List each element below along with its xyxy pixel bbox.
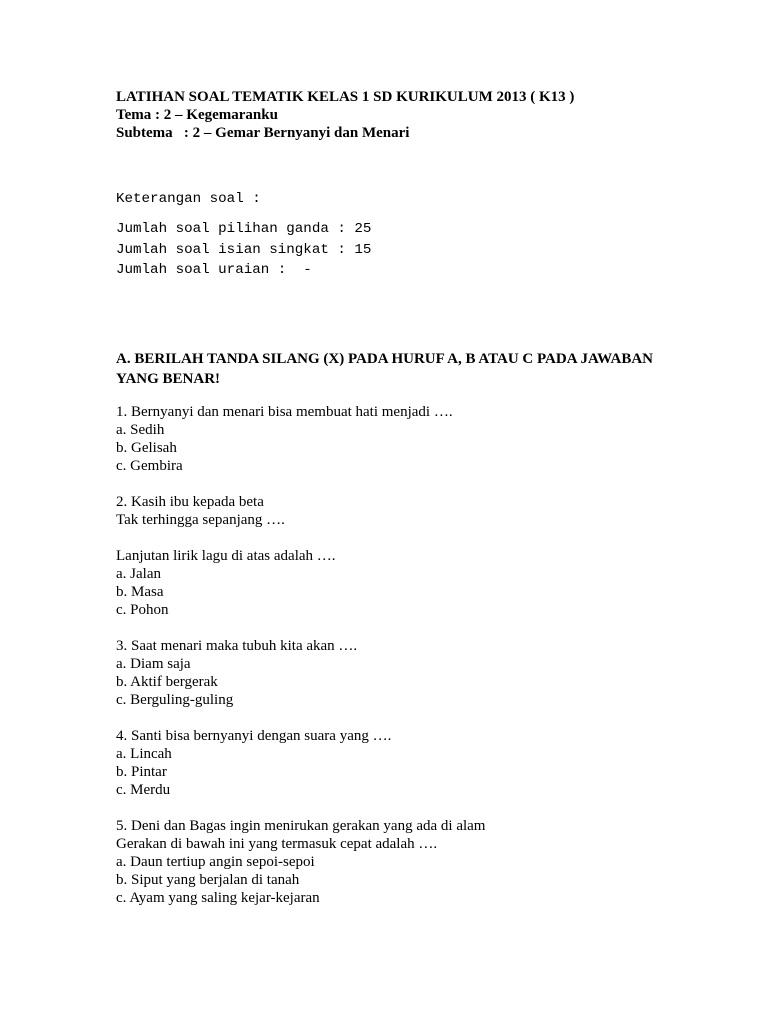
question-1 — [116, 403, 485, 475]
answer-option: a. Daun tertiup angin sepoi-sepoi — [116, 854, 315, 870]
section-a-title: A. BERILAH TANDA SILANG (X) PADA HURUF A, B ATAU C PADA JAWABAN YANG BENAR! — [116, 351, 653, 387]
answer-option: c. Pohon — [116, 602, 169, 618]
question-list — [116, 403, 485, 907]
question-prompt: Lanjutan lirik lagu di atas adalah …. — [116, 548, 336, 564]
question-text: 3. Saat menari maka tubuh kita akan …. — [116, 638, 358, 654]
keterangan-item: Jumlah soal pilihan ganda : 25 — [116, 221, 372, 237]
answer-option: c. Berguling-guling — [116, 692, 234, 708]
question-text: 4. Santi bisa bernyanyi dengan suara yang …. — [116, 728, 392, 744]
theme-line: Tema : 2 – Kegemaranku — [116, 107, 278, 123]
answer-option: a. Sedih — [116, 422, 165, 438]
answer-option: c. Merdu — [116, 782, 171, 798]
document-title: LATIHAN SOAL TEMATIK KELAS 1 SD KURIKULUM 2013 ( K13 ) — [116, 89, 575, 105]
document-header — [116, 88, 574, 142]
answer-option: b. Aktif bergerak — [116, 674, 218, 690]
question-text: Gerakan di bawah ini yang termasuk cepat adalah …. — [116, 836, 438, 852]
answer-option: c. Ayam yang saling kejar-kejaran — [116, 890, 320, 906]
answer-option: a. Lincah — [116, 746, 172, 762]
question-3 — [116, 637, 485, 709]
question-text: 2. Kasih ibu kepada beta — [116, 494, 264, 510]
answer-option: a. Jalan — [116, 566, 161, 582]
question-2 — [116, 493, 485, 619]
answer-option: b. Pintar — [116, 764, 167, 780]
answer-option: b. Gelisah — [116, 440, 177, 456]
answer-option: c. Gembira — [116, 458, 183, 474]
answer-option: b. Siput yang berjalan di tanah — [116, 872, 300, 888]
question-4 — [116, 727, 485, 799]
subtheme-line: Subtema : 2 – Gemar Bernyanyi dan Menari — [116, 125, 410, 141]
question-5 — [116, 817, 485, 907]
question-text: Tak terhingga sepanjang …. — [116, 512, 285, 528]
keterangan-item: Jumlah soal isian singkat : 15 — [116, 241, 372, 258]
keterangan-title: Keterangan soal : — [116, 191, 261, 207]
keterangan-list — [116, 219, 371, 281]
question-text: 1. Bernyanyi dan menari bisa membuat hati menjadi …. — [116, 404, 453, 420]
keterangan-item: Jumlah soal uraian : - — [116, 262, 312, 278]
answer-option: b. Masa — [116, 584, 164, 600]
question-text: 5. Deni dan Bagas ingin menirukan gerakan yang ada di alam — [116, 818, 486, 834]
answer-option: a. Diam saja — [116, 656, 191, 672]
